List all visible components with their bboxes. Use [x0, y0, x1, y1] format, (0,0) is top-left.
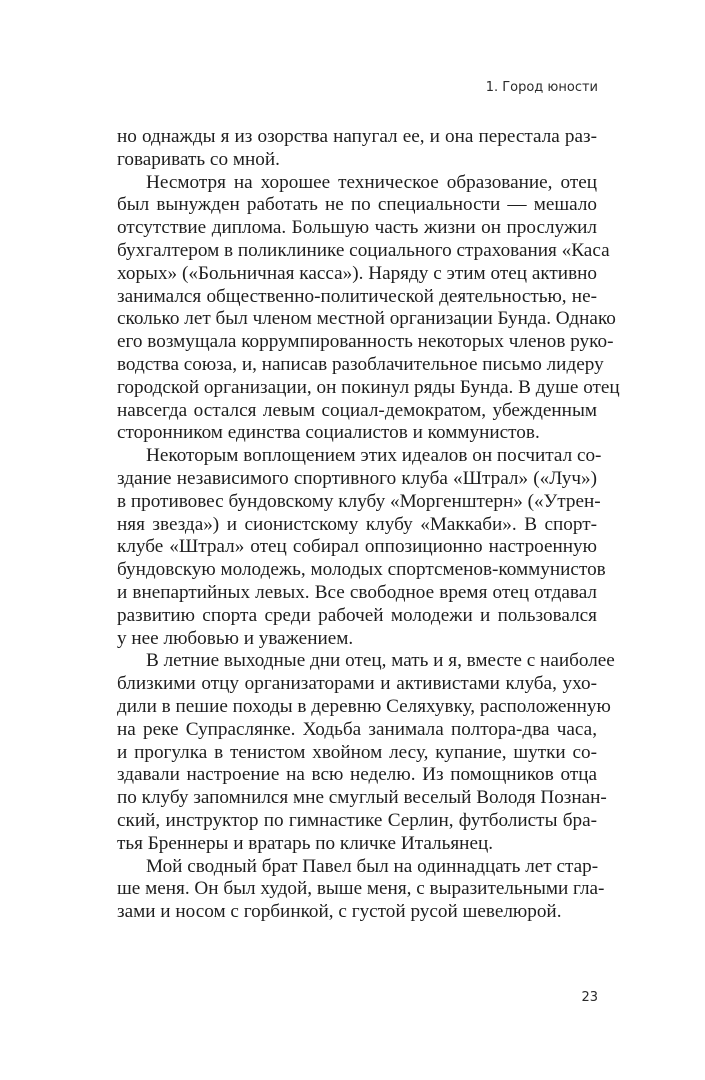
- text-line: ше меня. Он был худой, выше меня, с выразительными гла-: [117, 878, 605, 900]
- text-line: говаривать со мной.: [117, 148, 280, 170]
- text-line: навсегда остался левым социал-демократом, убежденным: [117, 399, 597, 421]
- text-line: по клубу запомнился мне смуглый веселый Володя Познан-: [117, 787, 607, 809]
- text-line: тья Бреннеры и вратарь по кличке Итальянец.: [117, 832, 494, 854]
- text-line: в противовес бундовскому клубу «Моргенштерн» («Утрен-: [117, 490, 601, 512]
- text-line: сколько лет был членом местной организации Бунда. Однако: [117, 308, 616, 330]
- text-line: но однажды я из озорства напугал ее, и она перестала раз-: [117, 126, 597, 147]
- text-line: В летние выходные дни отец, мать и я, вместе с наиболее: [146, 650, 615, 672]
- text-line: и прогулка в тенистом хвойном лесу, купание, шутки со-: [117, 741, 597, 763]
- text-line: зами и носом с горбинкой, с густой русой шевелюрой.: [117, 901, 562, 923]
- paragraph: [117, 445, 606, 650]
- text-line: близкими отцу организаторами и активистами клуба, ухо-: [117, 673, 597, 695]
- paragraph: [117, 171, 620, 446]
- text-line: его возмущала коррумпированность некоторых членов руко-: [117, 331, 614, 353]
- text-line: клубе «Штрал» отец собирал оппозиционно настроенную: [117, 536, 597, 558]
- text-line: на реке Супраслянке. Ходьба занимала полтора-два часа,: [117, 718, 597, 740]
- text-line: Мой сводный брат Павел был на одиннадцать лет стар-: [146, 855, 599, 877]
- running-head: 1. Город юности: [485, 80, 598, 95]
- paragraph: [117, 855, 605, 924]
- text-line: отсутствие диплома. Большую часть жизни он прослужил: [117, 217, 597, 239]
- text-line: занимался общественно-политической деятельностью, не-: [117, 285, 597, 307]
- text-line: хорых» («Больничная касса»). Наряду с этим отец активно: [117, 262, 597, 284]
- text-line: здание независимого спортивного клуба «Штрал» («Луч»): [117, 467, 597, 489]
- text-line: ский, инструктор по гимнастике Серлин, футболисты бра-: [117, 809, 597, 831]
- text-line: был вынужден работать не по специальности — мешало: [117, 194, 597, 216]
- text-line: развитию спорта среди рабочей молодежи и пользовался: [117, 604, 597, 626]
- paragraph: [117, 650, 615, 855]
- paragraph: [117, 126, 597, 172]
- text-line: здавали настроение на всю неделю. Из помощников отца: [117, 764, 597, 786]
- text-line: сторонником единства социалистов и коммунистов.: [117, 422, 540, 444]
- text-line: у нее любовью и уважением.: [117, 627, 354, 649]
- text-line: водства союза, и, написав разоблачительное письмо лидеру: [117, 353, 604, 375]
- text-line: Некоторым воплощением этих идеалов он посчитал со-: [146, 445, 602, 467]
- text-line: бундовскую молодежь, молодых спортсменов-коммунистов: [117, 559, 606, 581]
- text-line: няя звезда») и сионистскому клубу «Маккаби». В спорт-: [117, 513, 597, 535]
- text-line: бухгалтером в поликлинике социального страхования «Каса: [117, 239, 610, 261]
- body-text: [117, 126, 620, 924]
- page-number: 23: [581, 990, 598, 1005]
- text-line: городской организации, он покинул ряды Бунда. В душе отец: [117, 376, 620, 398]
- text-line: Несмотря на хорошее техническое образование, отец: [146, 171, 597, 193]
- text-line: дили в пешие походы в деревню Селяхувку, расположенную: [117, 695, 611, 717]
- text-line: и внепартийных левых. Все свободное время отец отдавал: [117, 581, 597, 603]
